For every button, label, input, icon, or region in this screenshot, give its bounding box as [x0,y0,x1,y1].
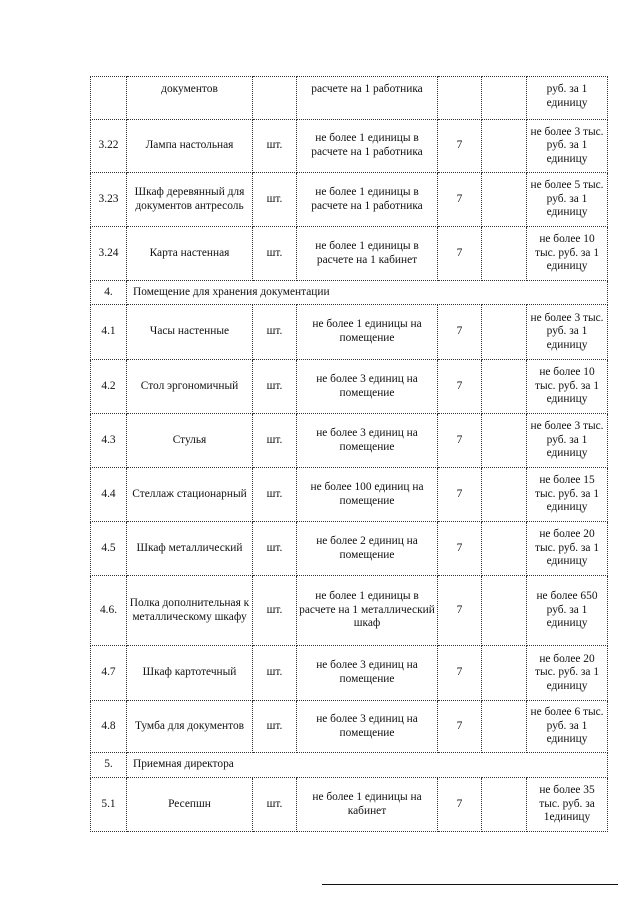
item-term: 7 [438,227,482,281]
blank-cell [482,227,527,281]
table-row [91,576,608,646]
row-number: 4.5 [91,522,127,576]
item-name: Стол эргономичный [127,360,253,414]
item-term: 7 [438,576,482,646]
item-norm: не более 3 единиц на помещение [297,701,438,753]
item-price: руб. за 1 единицу [527,77,608,120]
item-norm: не более 3 единиц на помещение [297,360,438,414]
item-term: 7 [438,778,482,832]
table-row [91,522,608,576]
item-unit: шт. [253,173,297,227]
item-term: 7 [438,120,482,173]
item-price: не более 3 тыс. руб. за 1 единицу [527,414,608,468]
item-term: 7 [438,701,482,753]
blank-cell [482,120,527,173]
item-name: Лампа настольная [127,120,253,173]
item-price: не более 3 тыс. руб. за 1 единицу [527,120,608,173]
item-norm: расчете на 1 работника [297,77,438,120]
item-unit: шт. [253,360,297,414]
blank-cell [482,646,527,701]
item-price: не более 20 тыс. руб. за 1 единицу [527,646,608,701]
row-number: 3.24 [91,227,127,281]
blank-cell [482,305,527,360]
table-row [91,360,608,414]
blank-cell [482,522,527,576]
item-unit: шт. [253,646,297,701]
item-price: не более 3 тыс. руб. за 1 единицу [527,305,608,360]
table-row [91,701,608,753]
item-unit: шт. [253,414,297,468]
table-row [91,414,608,468]
blank-cell [482,360,527,414]
row-number: 4.8 [91,701,127,753]
item-term: 7 [438,522,482,576]
item-name: Часы настенные [127,305,253,360]
item-term [438,77,482,120]
row-number: 4.1 [91,305,127,360]
item-norm: не более 1 единицы в расчете на 1 работника [297,120,438,173]
section-row [91,281,608,305]
item-norm: не более 1 единицы в расчете на 1 работника [297,173,438,227]
blank-cell [482,77,527,120]
item-name: Шкаф металлический [127,522,253,576]
table-row [91,305,608,360]
section-row [91,753,608,778]
item-name: Стулья [127,414,253,468]
table-row [91,646,608,701]
item-term: 7 [438,173,482,227]
row-number: 4.7 [91,646,127,701]
item-price: не более 10 тыс. руб. за 1 единицу [527,360,608,414]
row-number: 4.3 [91,414,127,468]
item-price: не более 10 тыс. руб. за 1 единицу [527,227,608,281]
table-row [91,227,608,281]
table-row [91,778,608,832]
table-row [91,173,608,227]
item-price: не более 35 тыс. руб. за 1единицу [527,778,608,832]
item-norm: не более 1 единицы на помещение [297,305,438,360]
item-norm: не более 3 единиц на помещение [297,646,438,701]
section-title: Помещение для хранения документации [127,281,608,305]
table-row [91,468,608,522]
item-term: 7 [438,468,482,522]
blank-cell [482,468,527,522]
footer-divider [322,884,618,885]
blank-cell [482,701,527,753]
norms-table [90,76,608,832]
item-name: Карта настенная [127,227,253,281]
blank-cell [482,173,527,227]
item-unit: шт. [253,522,297,576]
item-unit: шт. [253,468,297,522]
item-price: не более 20 тыс. руб. за 1 единицу [527,522,608,576]
item-price: не более 15 тыс. руб. за 1 единицу [527,468,608,522]
item-norm: не более 1 единицы в расчете на 1 кабинет [297,227,438,281]
item-norm: не более 2 единиц на помещение [297,522,438,576]
item-unit: шт. [253,227,297,281]
item-price: не более 6 тыс. руб. за 1 единицу [527,701,608,753]
item-term: 7 [438,360,482,414]
item-name: документов [127,77,253,120]
table-row [91,77,608,120]
row-number: 4.6. [91,576,127,646]
item-term: 7 [438,646,482,701]
section-title: Приемная директора [127,753,608,778]
item-norm: не более 1 единицы в расчете на 1 металлический шкаф [297,576,438,646]
item-name: Шкаф деревянный для документов антресоль [127,173,253,227]
item-term: 7 [438,414,482,468]
row-number: 3.22 [91,120,127,173]
item-norm: не более 100 единиц на помещение [297,468,438,522]
blank-cell [482,576,527,646]
row-number: 4.4 [91,468,127,522]
item-price: не более 5 тыс. руб. за 1 единицу [527,173,608,227]
row-number [91,77,127,120]
row-number: 4.2 [91,360,127,414]
item-unit [253,77,297,120]
item-name: Тумба для документов [127,701,253,753]
item-unit: шт. [253,576,297,646]
table-row [91,120,608,173]
item-norm: не более 1 единицы на кабинет [297,778,438,832]
row-number: 5.1 [91,778,127,832]
item-term: 7 [438,305,482,360]
item-name: Шкаф картотечный [127,646,253,701]
section-number: 5. [91,753,127,778]
item-unit: шт. [253,120,297,173]
item-name: Ресепшн [127,778,253,832]
blank-cell [482,414,527,468]
row-number: 3.23 [91,173,127,227]
item-unit: шт. [253,305,297,360]
item-name: Стеллаж стационарный [127,468,253,522]
item-price: не более 650 руб. за 1 единицу [527,576,608,646]
item-unit: шт. [253,778,297,832]
section-number: 4. [91,281,127,305]
blank-cell [482,778,527,832]
item-unit: шт. [253,701,297,753]
item-name: Полка дополнительная к металлическому шкафу [127,576,253,646]
item-norm: не более 3 единиц на помещение [297,414,438,468]
